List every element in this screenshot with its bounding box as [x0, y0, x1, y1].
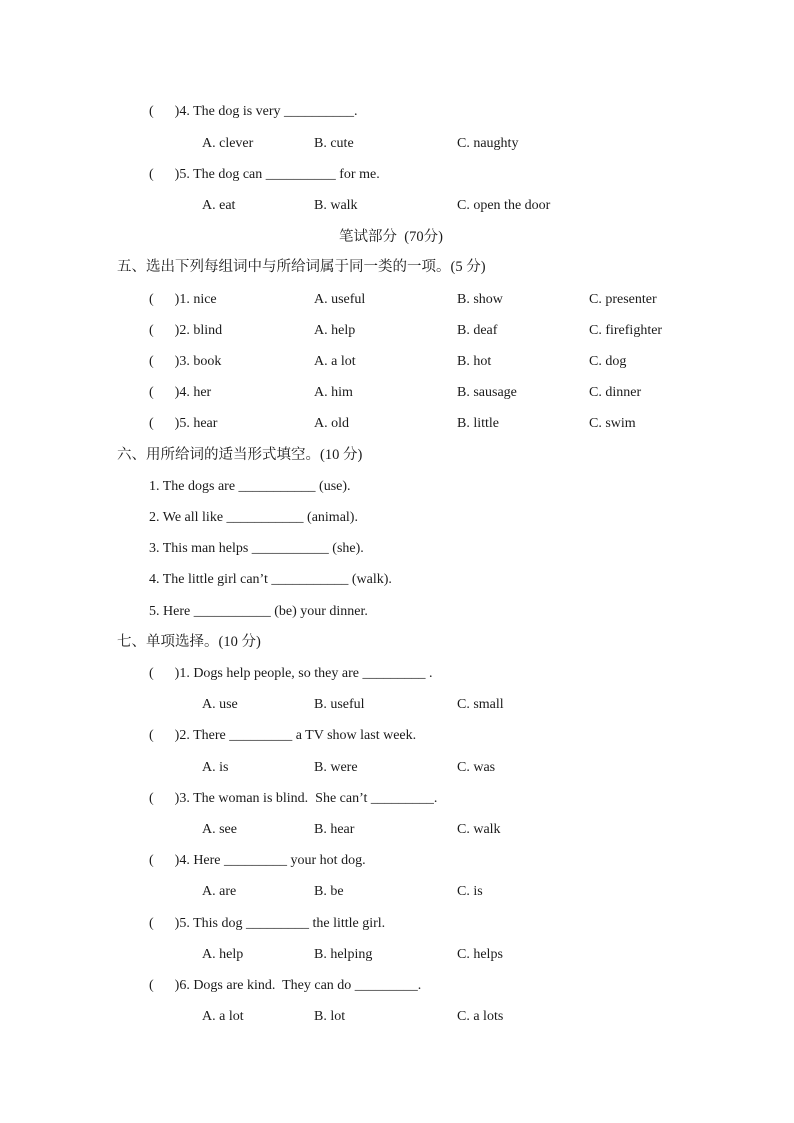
option-c: C. is	[457, 884, 483, 899]
part-title: 笔试部分 (70分)	[339, 229, 443, 245]
option-c: C. was	[457, 760, 496, 775]
option-a: A. is	[202, 760, 229, 775]
question-stem: ( )4. Here _________ your hot dog.	[149, 853, 366, 868]
option-a: A. use	[202, 697, 238, 712]
section-7-title: 七、单项选择。(10 分)	[117, 634, 261, 650]
option-a: A. help	[314, 323, 356, 338]
option-a: A. old	[314, 416, 349, 431]
fill-blank-item: 2. We all like ___________ (animal).	[149, 510, 358, 525]
question-stem: ( )2. There _________ a TV show last week.	[149, 728, 417, 743]
question-stem: ( )5. The dog can __________ for me.	[149, 167, 380, 182]
option-a: A. help	[202, 947, 244, 962]
option-c: C. a lots	[457, 1009, 504, 1024]
fill-blank-item: 1. The dogs are ___________ (use).	[149, 479, 351, 494]
option-c: C. swim	[589, 416, 636, 431]
question-stem: ( )3. The woman is blind. She can’t _________.	[149, 791, 438, 806]
option-a: A. are	[202, 884, 237, 899]
option-c: C. walk	[457, 822, 501, 837]
option-a: A. see	[202, 822, 237, 837]
option-a: A. useful	[314, 292, 366, 307]
option-a: A. a lot	[202, 1009, 244, 1024]
option-c: C. presenter	[589, 292, 657, 307]
option-c: C. small	[457, 697, 504, 712]
option-b: B. were	[314, 760, 358, 775]
option-b: B. deaf	[457, 323, 498, 338]
word-row-stem: ( )3. book	[149, 354, 222, 369]
section-6-title: 六、用所给词的适当形式填空。(10 分)	[117, 447, 363, 463]
option-b: B. be	[314, 884, 344, 899]
word-row-stem: ( )5. hear	[149, 416, 218, 431]
option-b: B. hot	[457, 354, 492, 369]
option-b: B. helping	[314, 947, 373, 962]
option-b: B. useful	[314, 697, 365, 712]
option-b: B. lot	[314, 1009, 346, 1024]
option-b: B. show	[457, 292, 503, 307]
question-stem: ( )5. This dog _________ the little girl.	[149, 916, 386, 931]
option-c: C. dog	[589, 354, 627, 369]
option-c: C. helps	[457, 947, 503, 962]
option-a: A. eat	[202, 198, 236, 213]
question-stem: ( )6. Dogs are kind. They can do _________.	[149, 978, 422, 993]
option-b: B. sausage	[457, 385, 517, 400]
question-stem: ( )4. The dog is very __________.	[149, 104, 358, 119]
section-5-title: 五、选出下列每组词中与所给词属于同一类的一项。(5 分)	[117, 259, 486, 275]
word-row-stem: ( )2. blind	[149, 323, 223, 338]
option-c: C. firefighter	[589, 323, 663, 338]
fill-blank-item: 3. This man helps ___________ (she).	[149, 541, 364, 556]
option-b: B. walk	[314, 198, 358, 213]
fill-blank-item: 4. The little girl can’t ___________ (walk).	[149, 572, 392, 587]
option-a: A. him	[314, 385, 353, 400]
word-row-stem: ( )4. her	[149, 385, 212, 400]
option-b: B. cute	[314, 136, 354, 151]
option-c: C. naughty	[457, 136, 519, 151]
option-a: A. clever	[202, 136, 254, 151]
option-b: B. hear	[314, 822, 355, 837]
option-b: B. little	[457, 416, 499, 431]
option-c: C. dinner	[589, 385, 642, 400]
fill-blank-item: 5. Here ___________ (be) your dinner.	[149, 604, 368, 619]
option-c: C. open the door	[457, 198, 551, 213]
option-a: A. a lot	[314, 354, 356, 369]
word-row-stem: ( )1. nice	[149, 292, 217, 307]
question-stem: ( )1. Dogs help people, so they are _________ .	[149, 666, 433, 681]
